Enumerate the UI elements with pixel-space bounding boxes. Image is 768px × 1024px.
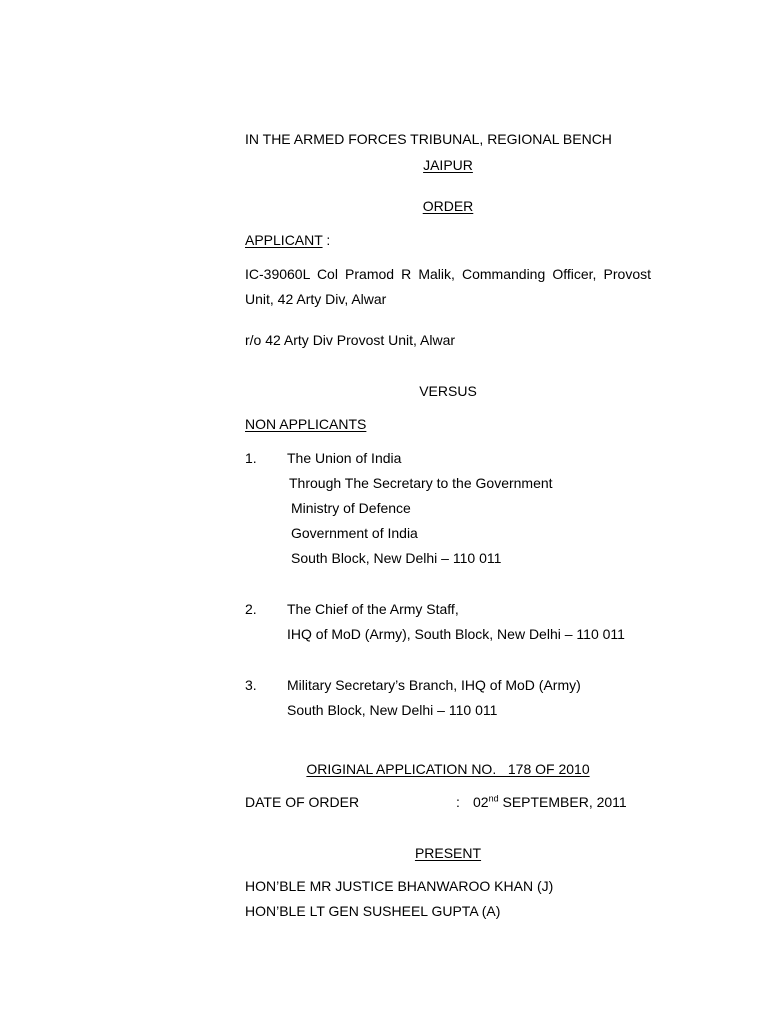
order-heading: [245, 198, 651, 215]
respondent-2-line: The Chief of the Army Staff,: [287, 601, 459, 617]
tribunal-title: IN THE ARMED FORCES TRIBUNAL, REGIONAL BENCH: [245, 131, 612, 147]
applicant-line-1: IC-39060L Col Pramod R Malik, Commanding Officer, Provost: [245, 266, 651, 282]
date-month-year: SEPTEMBER, 2011: [498, 794, 627, 810]
date-of-order-colon: :: [456, 794, 460, 810]
date-of-order-label: DATE OF ORDER: [245, 794, 360, 810]
respondent-2-number: 2.: [245, 601, 257, 617]
non-applicants-heading: [245, 416, 366, 433]
respondent-1-number: 1.: [245, 450, 257, 466]
applicant-colon: :: [322, 232, 331, 248]
present-heading: [245, 845, 651, 862]
respondent-3-line: South Block, New Delhi – 110 011: [287, 702, 498, 718]
respondent-1-line: Ministry of Defence: [291, 500, 411, 516]
respondent-2-line: IHQ of MoD (Army), South Block, New Delhi – 110 011: [287, 626, 625, 642]
applicant-line-2: Unit, 42 Arty Div, Alwar: [245, 291, 387, 307]
date-day-suffix: nd: [488, 793, 499, 804]
applicant-heading-text: APPLICANT: [245, 232, 323, 248]
respondent-3-number: 3.: [245, 677, 257, 693]
respondent-1-line: Government of India: [291, 525, 418, 541]
respondent-1-line: South Block, New Delhi – 110 011: [291, 550, 502, 566]
applicant-residence: r/o 42 Arty Div Provost Unit, Alwar: [245, 332, 456, 348]
respondent-1-line: Through The Secretary to the Government: [289, 475, 553, 491]
non-applicants-heading-text: NON APPLICANTS: [245, 416, 367, 432]
bench-member: HON’BLE MR JUSTICE BHANWAROO KHAN (J): [245, 878, 554, 894]
date-of-order-value: [473, 794, 627, 811]
present-heading-text: PRESENT: [414, 845, 482, 861]
versus-heading: VERSUS: [419, 383, 477, 399]
date-day: 02: [473, 794, 489, 810]
bench-city: [245, 157, 651, 174]
bench-city-text: JAIPUR: [423, 157, 473, 173]
respondent-1-line: The Union of India: [287, 450, 402, 466]
applicant-heading: [245, 232, 330, 249]
original-application-number: [245, 761, 651, 778]
bench-member: HON’BLE LT GEN SUSHEEL GUPTA (A): [245, 903, 501, 919]
original-application-text: ORIGINAL APPLICATION NO. 178 OF 2010: [306, 761, 590, 777]
respondent-3-line: Military Secretary’s Branch, IHQ of MoD (Army): [287, 677, 581, 693]
order-heading-text: ORDER: [422, 198, 474, 214]
